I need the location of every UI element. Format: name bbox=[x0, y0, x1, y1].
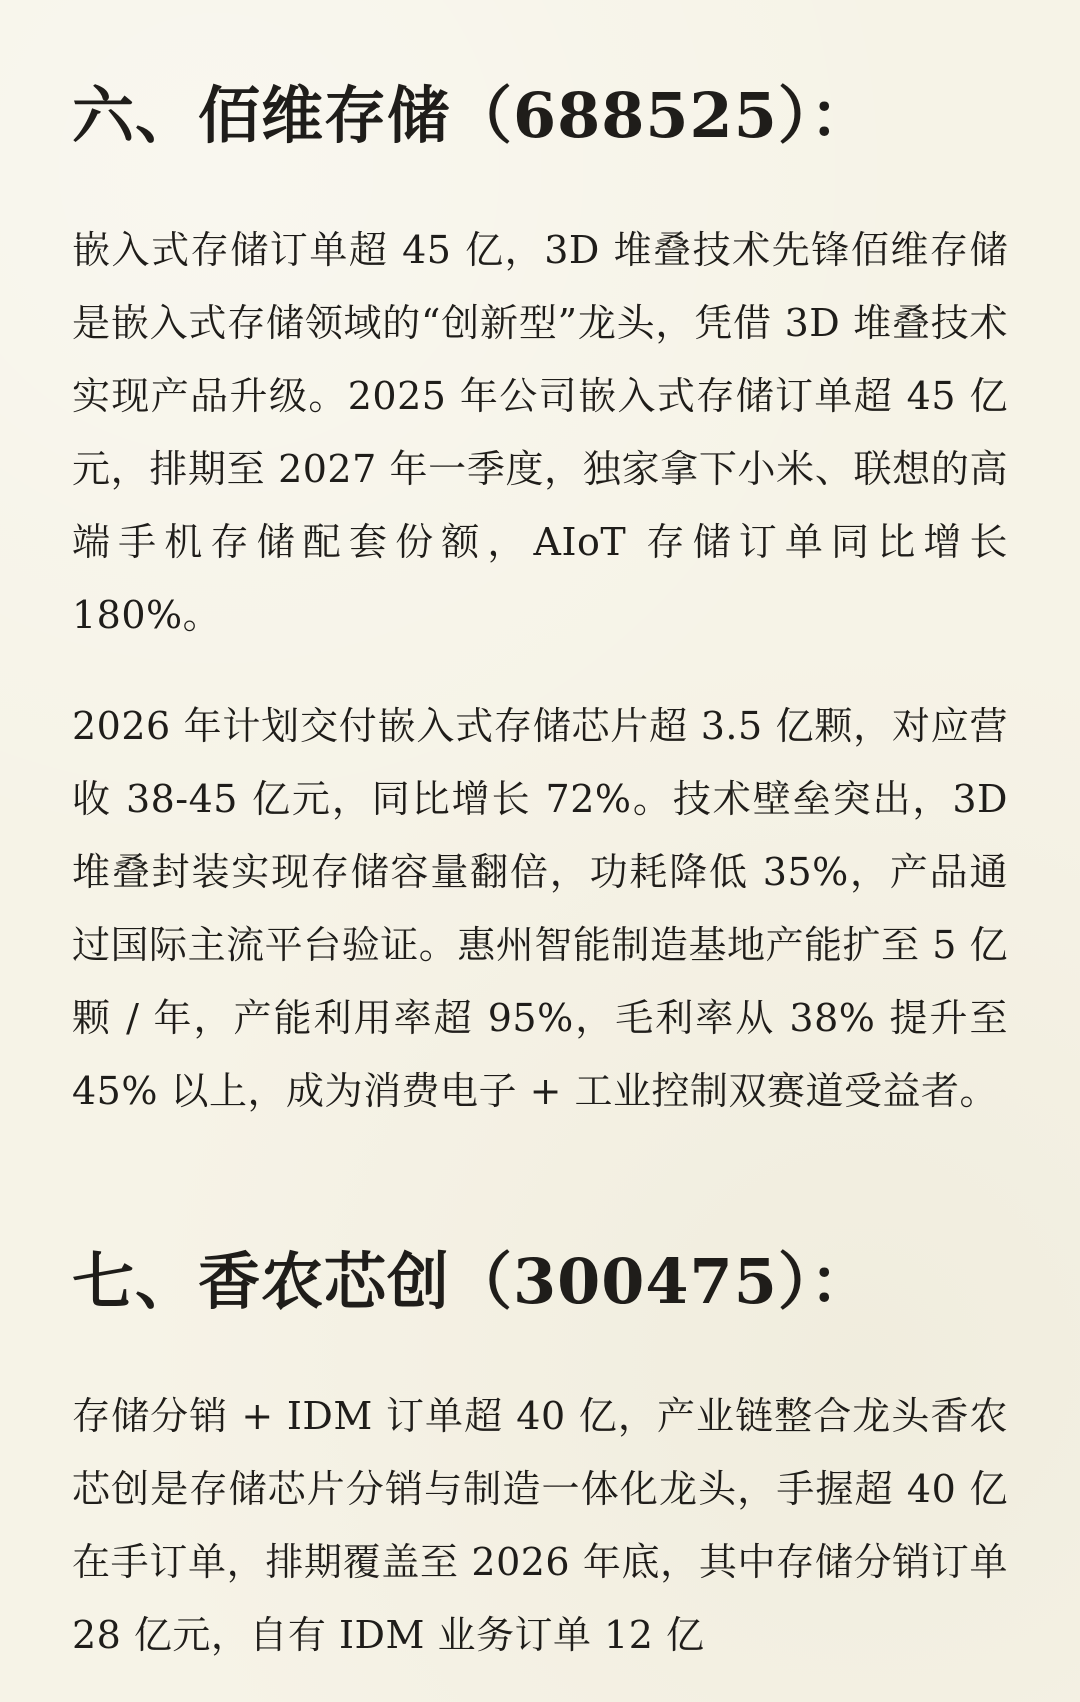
paragraph-baiwei-1: 嵌入式存储订单超 45 亿，3D 堆叠技术先锋佰维存储是嵌入式存储领域的“创新型”龙头，凭借 3D 堆叠技术实现产品升级。2025 年公司嵌入式存储订单超 45 亿元，排期至 2027 年一季度，独家拿下小米、联想的高端手机存储配套份额，AIoT 存储订单同比增长 180%。 bbox=[72, 228, 1008, 637]
paragraph-xiangnong-1: 存储分销 + IDM 订单超 40 亿，产业链整合龙头香农芯创是存储芯片分销与制造一体化龙头，手握超 40 亿在手订单，排期覆盖至 2026 年底，其中存储分销订单 28 亿元，自有 IDM 业务订单 12 亿 bbox=[72, 1394, 1008, 1657]
section-title-baiwei: 六、佰维存储（688525）： bbox=[72, 79, 873, 152]
section-title-xiangnong: 七、香农芯创（300475）： bbox=[72, 1245, 873, 1318]
paragraph-baiwei-2: 2026 年计划交付嵌入式存储芯片超 3.5 亿颗，对应营收 38-45 亿元，同比增长 72%。技术壁垒突出，3D 堆叠封装实现存储容量翻倍，功耗降低 35%，产品通过国际主流平台验证。惠州智能制造基地产能扩至 5 亿颗 / 年，产能利用率超 95%，毛利率从 38% 提升至 45% 以上，成为消费电子 + 工业控制双赛道受益者。 bbox=[72, 704, 1008, 1113]
